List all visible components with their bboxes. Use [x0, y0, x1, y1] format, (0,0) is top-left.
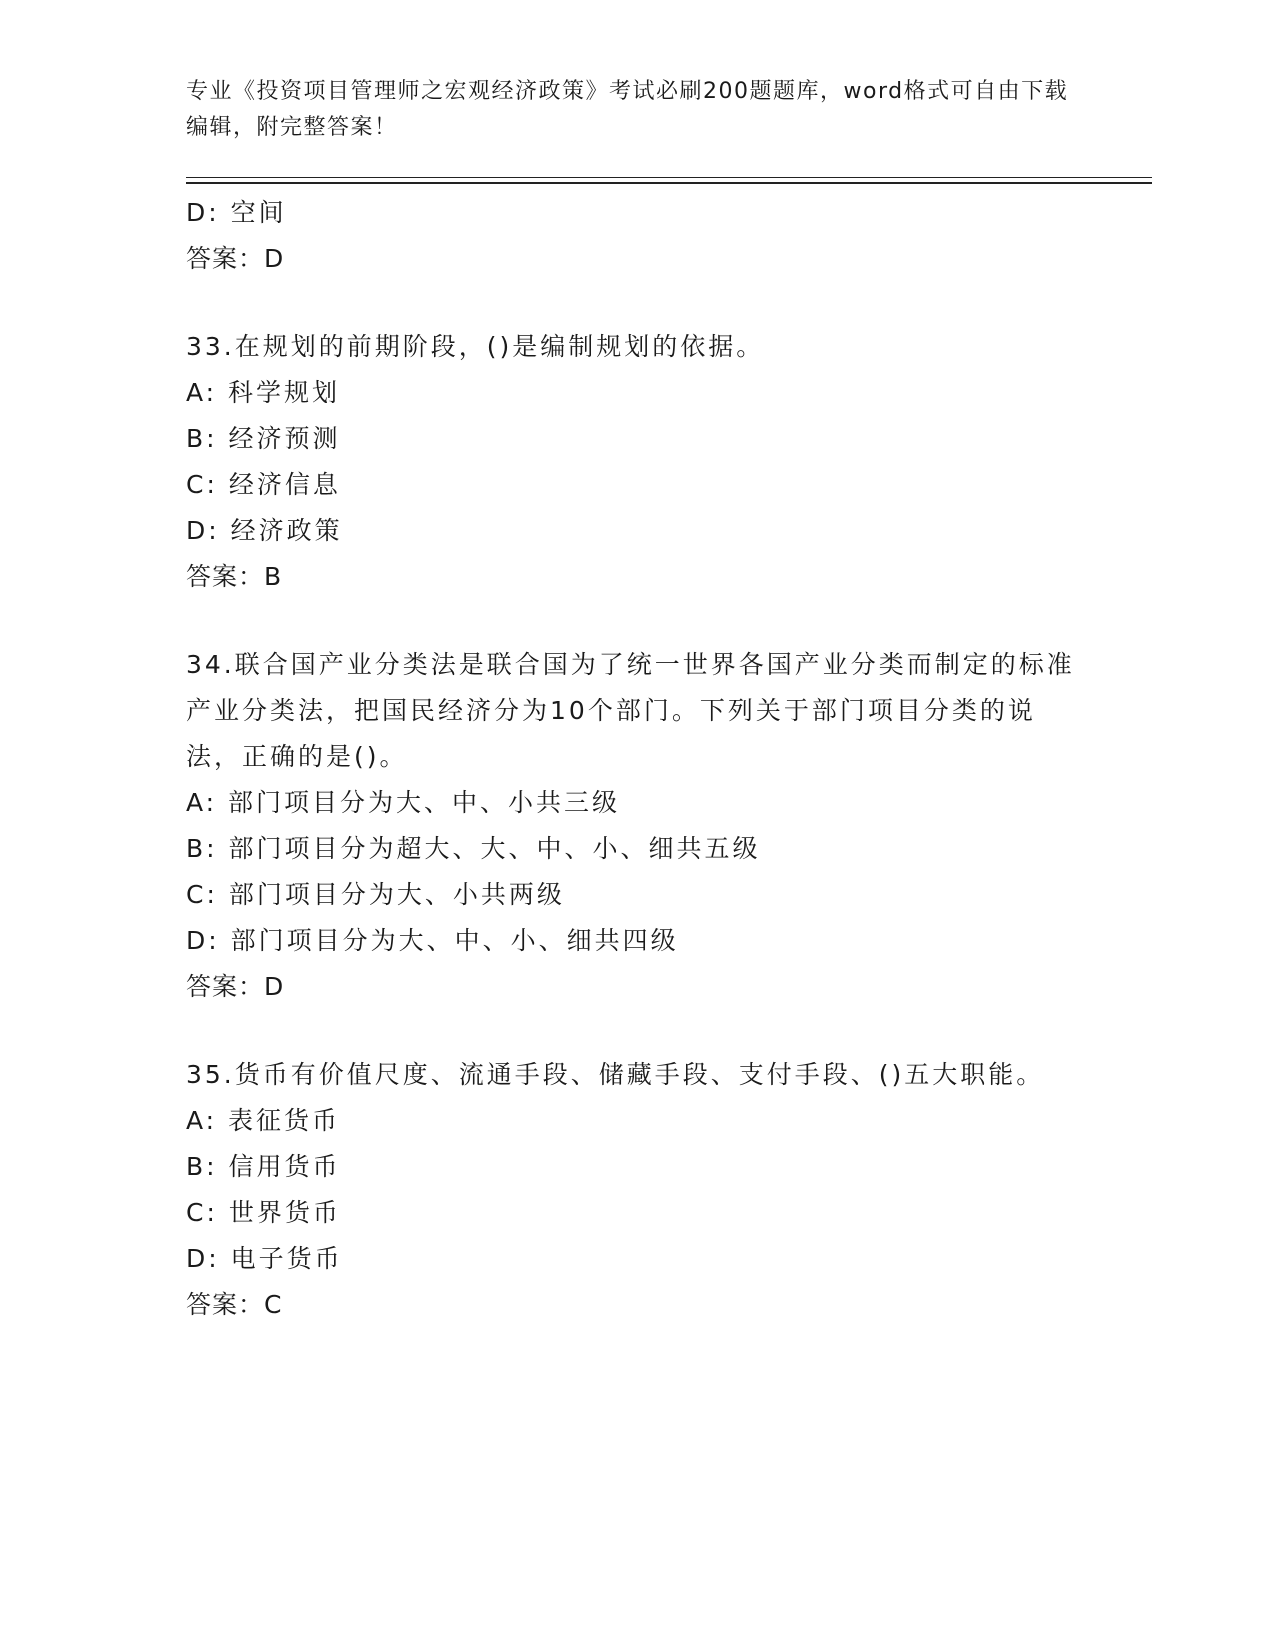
question-34	[186, 642, 1086, 1010]
answer: 答案：B	[186, 562, 283, 591]
header-divider-thick	[186, 182, 1152, 184]
option-b: B: 部门项目分为超大、大、中、小、细共五级	[186, 834, 761, 863]
spacer	[186, 600, 1086, 642]
question-stem: 35.货币有价值尺度、流通手段、储藏手段、支付手段、()五大职能。	[186, 1060, 1045, 1089]
option-d: D: 经济政策	[186, 516, 343, 545]
question-stem: 34.联合国产业分类法是联合国为了统一世界各国产业分类而制定的标准产业分类法，把国民经济分为10个部门。下列关于部门项目分类的说法，正确的是()。	[186, 650, 1075, 771]
option-c: C: 部门项目分为大、小共两级	[186, 880, 565, 909]
option-d: D: 电子货币	[186, 1244, 343, 1273]
option-a: A: 科学规划	[186, 378, 341, 407]
spacer	[186, 1010, 1086, 1052]
prev-question-option-d: D: 空间	[186, 198, 287, 227]
document-header: 专业《投资项目管理师之宏观经济政策》考试必刷200题题库，word格式可自由下载编辑，附完整答案！	[186, 79, 1069, 140]
header-divider-thin	[186, 177, 1152, 178]
spacer	[186, 282, 1086, 324]
answer: 答案：D	[186, 972, 285, 1001]
option-a: A: 表征货币	[186, 1106, 341, 1135]
option-c: C: 经济信息	[186, 470, 341, 499]
option-d: D: 部门项目分为大、中、小、细共四级	[186, 926, 679, 955]
question-33	[186, 324, 1086, 600]
question-stem: 33.在规划的前期阶段，()是编制规划的依据。	[186, 332, 765, 361]
prev-question-answer: 答案：D	[186, 244, 285, 273]
question-list	[186, 190, 1086, 1328]
option-b: B: 经济预测	[186, 424, 341, 453]
option-a: A: 部门项目分为大、中、小共三级	[186, 788, 621, 817]
option-c: C: 世界货币	[186, 1198, 341, 1227]
answer: 答案：C	[186, 1290, 283, 1319]
option-b: B: 信用货币	[186, 1152, 341, 1181]
question-35	[186, 1052, 1086, 1328]
